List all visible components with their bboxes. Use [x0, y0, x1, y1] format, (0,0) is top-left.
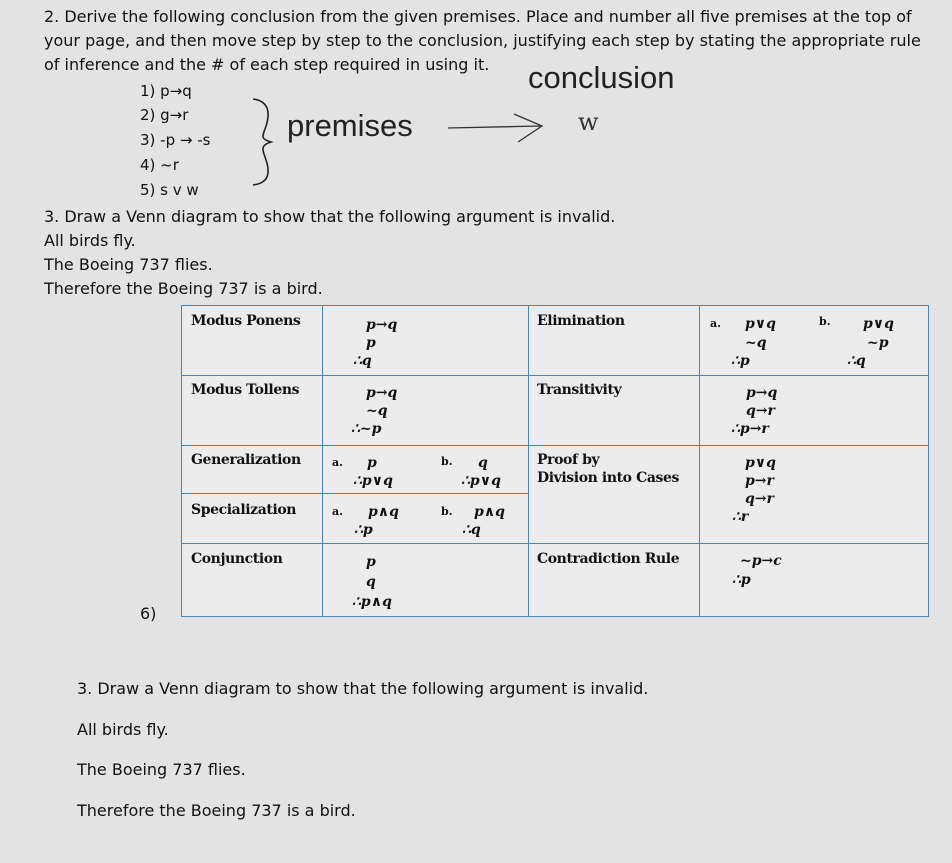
- rule-name-generalization: Generalization: [191, 452, 301, 468]
- grid-line: [322, 306, 323, 616]
- problem2-line-1: 2. Derive the following conclusion from the given premises. Place and number all five premises at the top of: [44, 7, 912, 26]
- formula: q→r: [745, 491, 774, 507]
- problem3-line-2: All birds fly.: [44, 231, 136, 250]
- formula: ∴q: [462, 522, 481, 538]
- problem3-bottom-line-2: All birds fly.: [77, 720, 169, 739]
- problem3-line-3: The Boeing 737 flies.: [44, 255, 213, 274]
- problem3-bottom-line-1: 3. Draw a Venn diagram to show that the following argument is invalid.: [77, 679, 649, 698]
- rule-name-contradiction: Contradiction Rule: [537, 551, 680, 567]
- rule-name-transitivity: Transitivity: [537, 382, 622, 398]
- problem2-line-3: of inference and the # of each step required in using it.: [44, 55, 490, 74]
- formula: ∴p: [731, 353, 750, 369]
- rule-name-division-into-cases: Proof by: [537, 452, 600, 468]
- grid-line: [182, 493, 528, 494]
- formula: p→q: [366, 317, 398, 333]
- formula: p∨q: [745, 455, 776, 471]
- formula: p→q: [746, 385, 778, 401]
- conclusion-note: conclusion: [528, 60, 675, 95]
- rule-name-conjunction: Conjunction: [191, 551, 283, 567]
- formula: ∴p: [732, 572, 751, 588]
- formula: ~q: [745, 335, 767, 351]
- formula: p∧q: [368, 504, 399, 520]
- problem3-line-4: Therefore the Boeing 737 is a bird.: [44, 279, 323, 298]
- formula: ~p: [867, 335, 889, 351]
- grid-line: [528, 543, 928, 544]
- problem3-bottom-line-4: Therefore the Boeing 737 is a bird.: [77, 801, 356, 820]
- premises-note: premises: [287, 108, 413, 143]
- formula: q→r: [746, 403, 775, 419]
- grid-line: [528, 375, 928, 376]
- grid-line: [182, 375, 528, 376]
- premise-1: 1) p→q: [140, 82, 192, 100]
- formula: p∨q: [745, 316, 776, 332]
- problem2-line-2: your page, and then move step by step to the conclusion, justifying each step by stating the appropriate rule: [44, 31, 921, 50]
- problem3-bottom-line-3: The Boeing 737 flies.: [77, 760, 246, 779]
- premise-5: 5) s v w: [140, 181, 199, 199]
- formula: ∴p: [354, 522, 373, 538]
- formula: ∴p∨q: [353, 473, 393, 489]
- formula: p∨q: [863, 316, 894, 332]
- formula: ∴p∧q: [352, 594, 392, 610]
- case-label: b.: [441, 505, 453, 518]
- formula: p∧q: [474, 504, 505, 520]
- rule-name-specialization: Specialization: [191, 502, 297, 518]
- case-label: b.: [819, 315, 831, 328]
- premise-2: 2) g→r: [140, 106, 189, 124]
- conclusion-value: w: [578, 108, 599, 136]
- grid-line: [699, 306, 700, 616]
- rule-name-modus-tollens: Modus Tollens: [191, 382, 300, 398]
- formula: ~q: [366, 403, 388, 419]
- formula: p→q: [366, 385, 398, 401]
- formula: ∴q: [847, 353, 866, 369]
- formula: ∴~p: [351, 421, 382, 437]
- formula: p: [367, 455, 377, 471]
- formula: ~p→c: [740, 553, 782, 569]
- case-label: a.: [332, 505, 343, 518]
- grid-line: [182, 445, 528, 446]
- formula: p→r: [745, 473, 774, 489]
- formula: p: [366, 554, 376, 570]
- grid-line: [528, 306, 529, 616]
- formula: ∴r: [732, 509, 749, 525]
- rule-name-elimination: Elimination: [537, 313, 625, 329]
- rule-name-division-into-cases-line2: Division into Cases: [537, 470, 679, 486]
- formula: ∴p∨q: [461, 473, 501, 489]
- case-label: a.: [710, 317, 721, 330]
- formula: q: [366, 574, 376, 590]
- case-label: b.: [441, 455, 453, 468]
- formula: q: [478, 455, 488, 471]
- formula: ∴p→r: [731, 421, 769, 437]
- arrow-right-icon: [446, 112, 548, 146]
- formula: p: [366, 335, 376, 351]
- premise-4: 4) ~r: [140, 156, 179, 174]
- rule-name-modus-ponens: Modus Ponens: [191, 313, 301, 329]
- premise-3: 3) -p → -s: [140, 131, 211, 149]
- case-label: a.: [332, 456, 343, 469]
- problem3-line-1: 3. Draw a Venn diagram to show that the following argument is invalid.: [44, 207, 616, 226]
- curly-brace-icon: [245, 95, 285, 190]
- grid-line: [528, 445, 928, 446]
- formula: ∴q: [353, 353, 372, 369]
- item-6-label: 6): [140, 604, 157, 623]
- grid-line: [182, 543, 528, 544]
- rules-of-inference-table: [181, 305, 929, 617]
